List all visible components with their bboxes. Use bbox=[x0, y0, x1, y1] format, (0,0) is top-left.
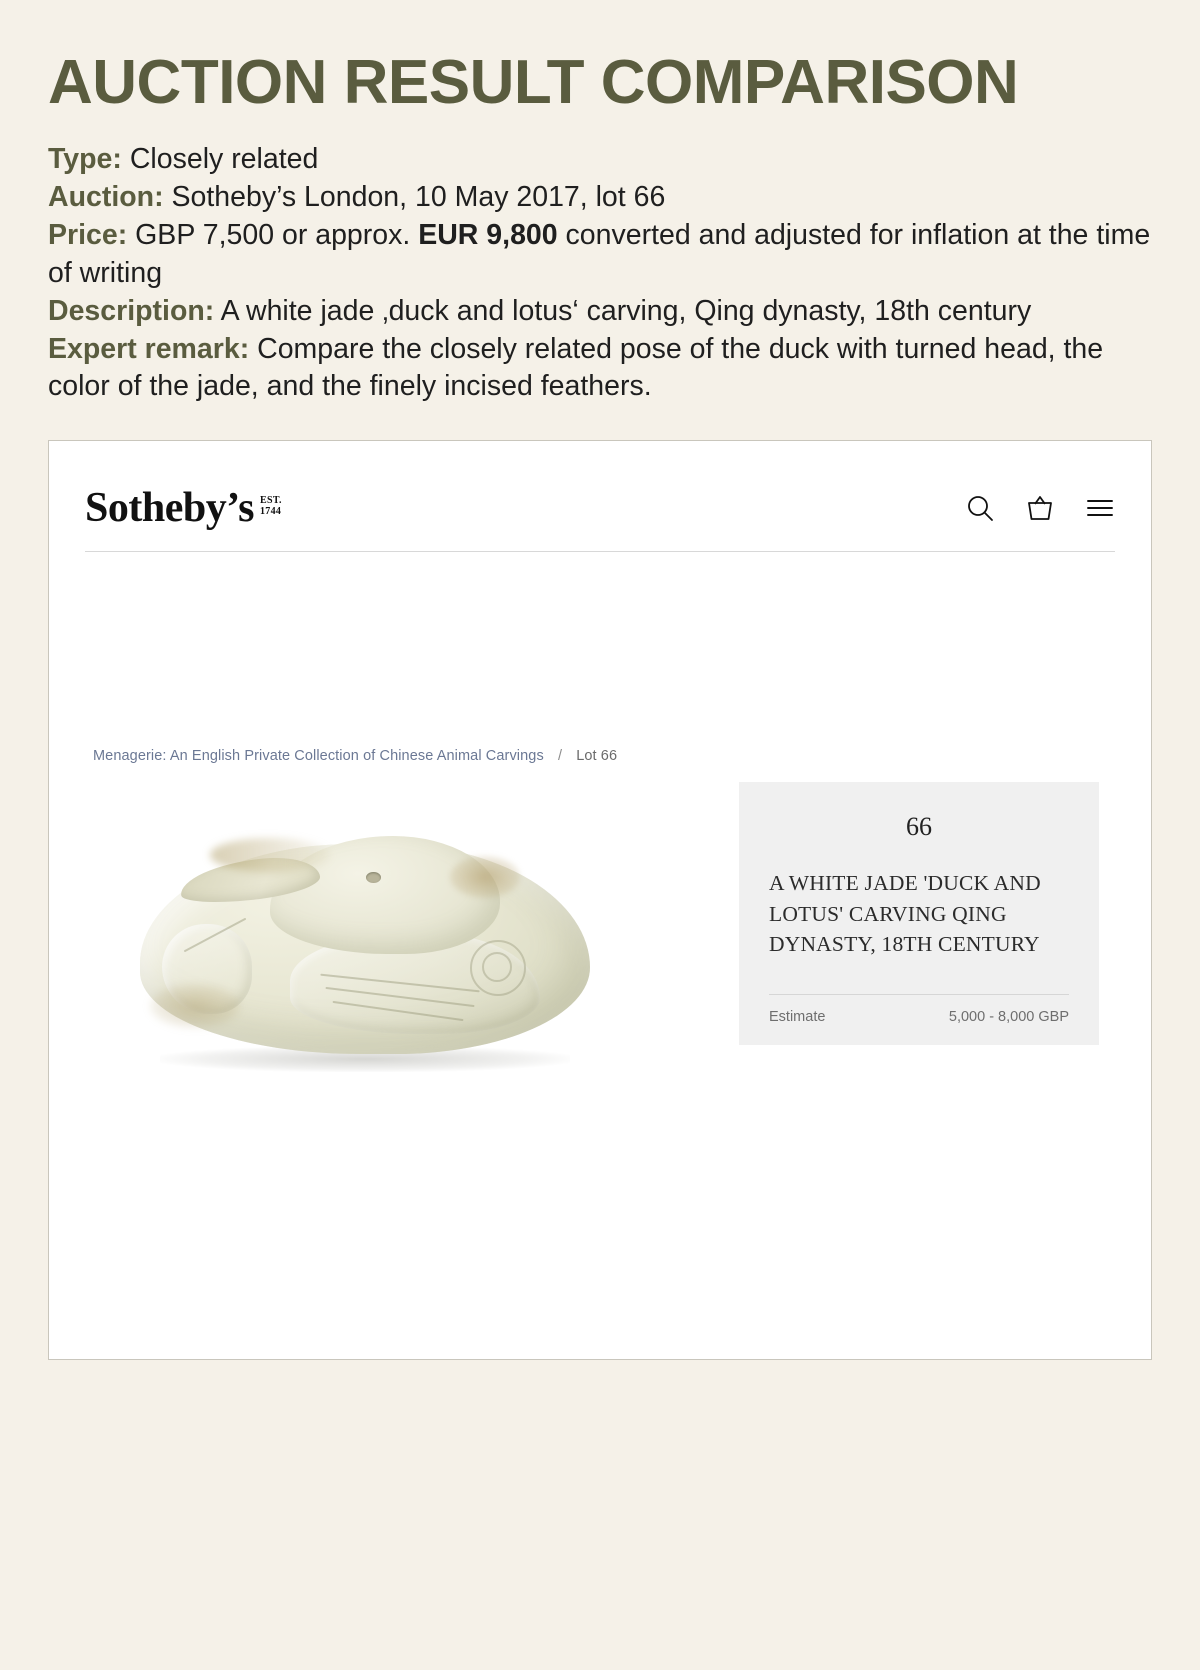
lot-info-panel bbox=[739, 782, 1099, 1045]
field-expert-remark bbox=[48, 331, 1152, 407]
field-price-label: Price: bbox=[48, 218, 128, 251]
lot-estimate bbox=[769, 994, 1069, 1025]
field-price-prefix: GBP 7,500 or approx. bbox=[135, 218, 419, 251]
header-icon-group bbox=[965, 493, 1115, 523]
search-icon[interactable] bbox=[965, 493, 995, 523]
hamburger-menu-icon[interactable] bbox=[1085, 493, 1115, 523]
lot-estimate-value: 5,000 - 8,000 GBP bbox=[948, 1008, 1069, 1025]
comparison-details bbox=[48, 141, 1152, 406]
sothebys-logo[interactable] bbox=[85, 485, 282, 532]
field-type-label: Type: bbox=[48, 143, 122, 176]
field-auction-value: Sotheby’s London, 10 May 2017, lot 66 bbox=[171, 180, 666, 213]
field-price bbox=[48, 217, 1152, 293]
field-price-suffix: converted and adjusted for inflation at the time of writing bbox=[48, 218, 1151, 289]
field-description-label: Description: bbox=[48, 294, 215, 327]
page-title: AUCTION RESULT COMPARISON bbox=[48, 48, 1019, 117]
sothebys-lot-page bbox=[85, 552, 1115, 1122]
est-line-2: 1744 bbox=[259, 505, 282, 517]
lot-title: A WHITE JADE 'DUCK AND LOTUS' CARVING QING DYNASTY, 18TH CENTURY bbox=[769, 871, 1041, 957]
breadcrumb bbox=[85, 552, 1115, 764]
field-description bbox=[48, 293, 1152, 331]
basket-icon[interactable] bbox=[1025, 493, 1055, 523]
breadcrumb-sale-link[interactable]: Menagerie: An English Private Collection of Chinese Animal Carvings bbox=[93, 748, 544, 765]
breadcrumb-separator: / bbox=[557, 748, 563, 765]
breadcrumb-lot: Lot 66 bbox=[576, 748, 618, 765]
field-type-value: Closely related bbox=[129, 143, 319, 176]
sothebys-site-header bbox=[85, 479, 1115, 552]
sothebys-wordmark: Sotheby’s bbox=[85, 485, 254, 532]
field-price-amount: EUR 9,800 bbox=[418, 218, 558, 251]
field-auction bbox=[48, 179, 1152, 217]
lot-image[interactable] bbox=[85, 782, 725, 1122]
field-expert-remark-value: Compare the closely related pose of the duck with turned head, the color of the jade, and the finely incised feathers. bbox=[48, 332, 1104, 403]
est-line-1: EST. bbox=[259, 495, 282, 507]
auction-screenshot-card bbox=[48, 440, 1152, 1360]
field-type bbox=[48, 141, 1152, 179]
field-description-value: A white jade ‚duck and lotus‘ carving, Qing dynasty, 18th century bbox=[220, 294, 1032, 327]
lot-estimate-label: Estimate bbox=[769, 1008, 826, 1025]
sothebys-est-mark bbox=[260, 496, 282, 517]
lot-number: 66 bbox=[906, 812, 932, 842]
jade-duck-carving-illustration bbox=[120, 814, 620, 1094]
field-expert-remark-label: Expert remark: bbox=[48, 332, 250, 365]
field-auction-label: Auction: bbox=[48, 180, 164, 213]
